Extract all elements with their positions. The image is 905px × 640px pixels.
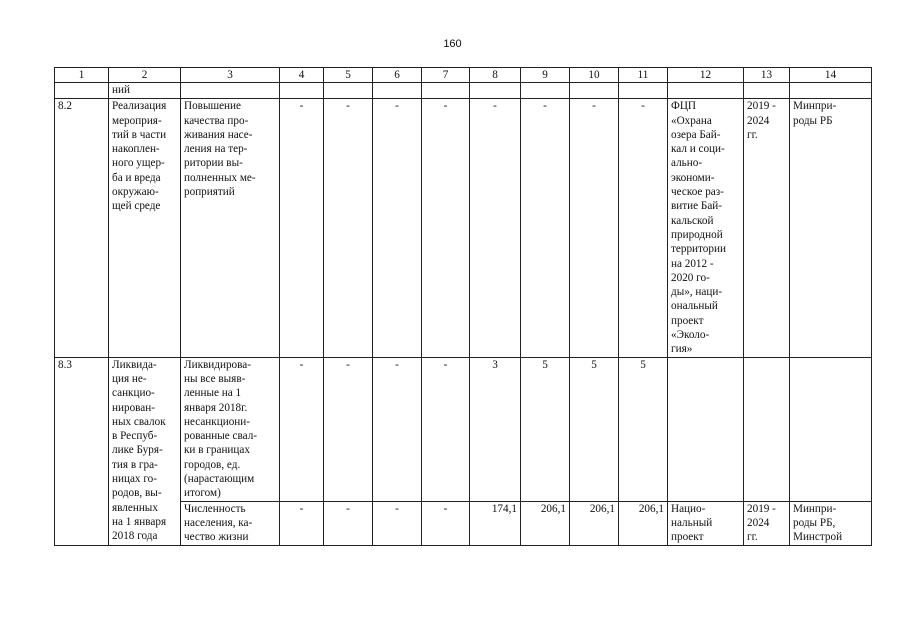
value-cell: 5 — [619, 357, 668, 501]
col-header-9: 9 — [521, 68, 570, 83]
cell — [790, 83, 872, 99]
cell — [324, 83, 373, 99]
value-cell: - — [422, 99, 470, 357]
value-cell: - — [521, 99, 570, 357]
value-cell: - — [280, 501, 324, 545]
value-cell: 206,1 — [619, 501, 668, 545]
value-cell: - — [373, 99, 422, 357]
cell — [55, 83, 109, 99]
cell — [521, 83, 570, 99]
page-number: 160 — [443, 38, 462, 50]
responsible: Минпри- роды РБ — [790, 99, 872, 357]
cell — [422, 83, 470, 99]
value-cell: 206,1 — [570, 501, 619, 545]
funding-source: ФЦП «Охрана озера Бай- кал и соци- ально- экономи- ческое раз- витие Бай- кальской природной территории на 2012 - 2020 го- ды», наци- ональный проект «Эколо- гия» — [668, 99, 744, 357]
value-cell: 5 — [521, 357, 570, 501]
col-header-8: 8 — [470, 68, 521, 83]
indicator-name: Ликвидирова- ны все выяв- ленные на 1 января 2018г. несанкциони- рованные свал- ки в границах городов, ед. (нарастающим итогом) — [181, 357, 280, 501]
continued-text-cell: ний — [109, 83, 181, 99]
indicator-name: Повышение качества про- живания насе- ления на тер- ритории вы- полненных ме- роприятий — [181, 99, 280, 357]
col-header-1: 1 — [55, 68, 109, 83]
cell — [619, 83, 668, 99]
col-header-2: 2 — [109, 68, 181, 83]
col-header-10: 10 — [570, 68, 619, 83]
value-cell: 206,1 — [521, 501, 570, 545]
value-cell: - — [373, 501, 422, 545]
cell — [181, 83, 280, 99]
indicator-name: Численность населения, ка- чество жизни — [181, 501, 280, 545]
value-cell: - — [324, 99, 373, 357]
measure-name: Ликвида- ция не- санкцио- нирован- ных свалок в Респуб- лике Буря- тия в гра- ницах го- родов, вы- явленных на 1 января 2018 года — [109, 357, 181, 545]
table-row-8-2 — [55, 99, 872, 357]
value-cell: - — [422, 501, 470, 545]
cell — [280, 83, 324, 99]
value-cell: - — [619, 99, 668, 357]
value-cell: - — [470, 99, 521, 357]
col-header-4: 4 — [280, 68, 324, 83]
row-number: 8.2 — [55, 99, 109, 357]
row-number: 8.3 — [55, 357, 109, 545]
cell — [744, 83, 790, 99]
value-cell: - — [280, 357, 324, 501]
value-cell: - — [373, 357, 422, 501]
funding-source — [668, 357, 744, 501]
program-table — [54, 67, 872, 546]
column-number-row — [55, 68, 872, 83]
cell — [570, 83, 619, 99]
period: 2019 - 2024 гг. — [744, 99, 790, 357]
col-header-13: 13 — [744, 68, 790, 83]
col-header-14: 14 — [790, 68, 872, 83]
col-header-3: 3 — [181, 68, 280, 83]
continuation-row — [55, 83, 872, 99]
value-cell: 174,1 — [470, 501, 521, 545]
responsible: Минпри- роды РБ, Минстрой — [790, 501, 872, 545]
value-cell: - — [422, 357, 470, 501]
funding-source: Нацио- нальный проект — [668, 501, 744, 545]
period: 2019 - 2024 гг. — [744, 501, 790, 545]
responsible — [790, 357, 872, 501]
col-header-6: 6 — [373, 68, 422, 83]
value-cell: - — [324, 501, 373, 545]
value-cell: - — [570, 99, 619, 357]
measure-name: Реализация мероприя- тий в части накоплен- ного ущер- ба и вреда окружаю- щей среде — [109, 99, 181, 357]
value-cell: - — [280, 99, 324, 357]
col-header-7: 7 — [422, 68, 470, 83]
col-header-12: 12 — [668, 68, 744, 83]
value-cell: - — [324, 357, 373, 501]
period — [744, 357, 790, 501]
table-row-8-3 — [55, 357, 872, 501]
cell — [470, 83, 521, 99]
value-cell: 5 — [570, 357, 619, 501]
cell — [668, 83, 744, 99]
col-header-11: 11 — [619, 68, 668, 83]
cell — [373, 83, 422, 99]
col-header-5: 5 — [324, 68, 373, 83]
value-cell: 3 — [470, 357, 521, 501]
